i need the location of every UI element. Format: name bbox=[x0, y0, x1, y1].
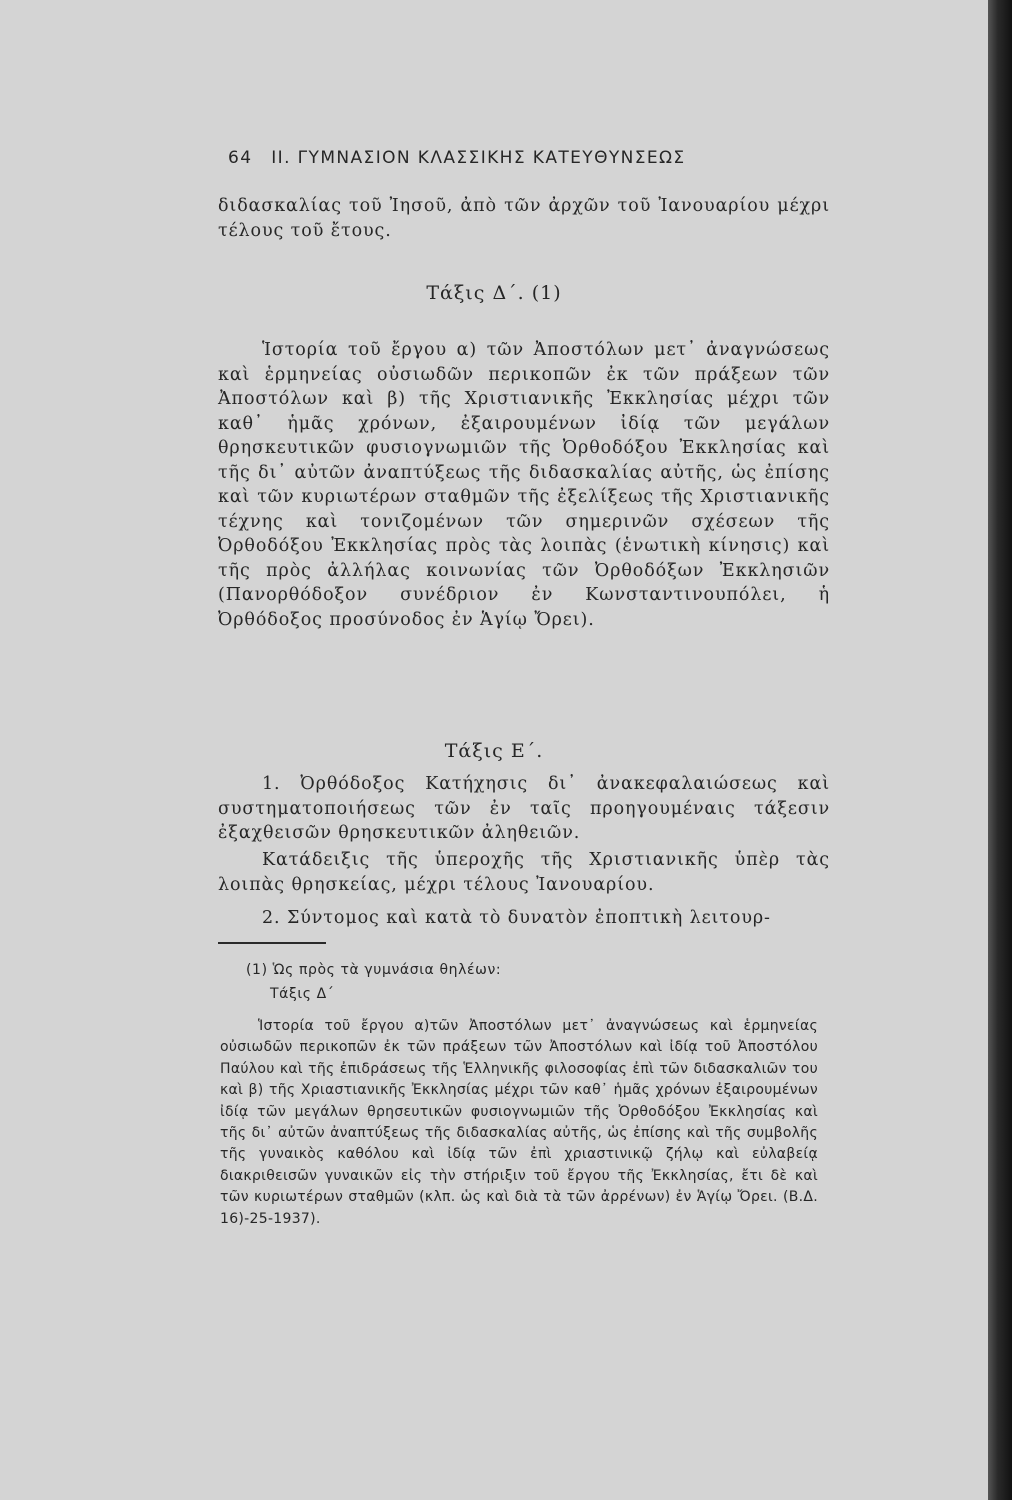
page-edge-shadow bbox=[988, 0, 1012, 1500]
running-title: ΙΙ. ΓΥΜΝΑΣΙΟΝ ΚΛΑΣΣΙΚΗΣ ΚΑΤΕΥΘΥΝΣΕΩΣ bbox=[271, 148, 686, 168]
footnote-rule bbox=[218, 942, 326, 944]
section-e-item-1b: Κατάδειξις τῆς ὑπεροχῆς τῆς Χριστιανικῆς ὑπὲρ τὰς λοιπὰς θρησκείας, μέχρι τέλους Ἰανουαρίου. bbox=[218, 850, 830, 895]
running-header bbox=[228, 148, 848, 168]
section-d-paragraph: Ἱστορία τοῦ ἔργου α) τῶν Ἀποστόλων μετ᾽ ἀναγνώσεως καὶ ἑρμηνείας οὐσιωδῶν περικοπῶν ἐκ τῶν πράξεων τῶν Ἀποστόλων καὶ β) τῆς Χριστιανικῆς Ἐκκλησίας μέχρι τῶν καθ᾽ ἡμᾶς χρόνων, ἐξαιρουμένων ἰδίᾳ τῶν μεγάλων θρησκευτικῶν φυσιογνωμιῶν τῆς Ὀρθοδόξου Ἐκκλησίας καὶ τῆς δι᾽ αὐτῶν ἀναπτύξεως τῆς διδασκαλίας αὐτῆς, ὡς ἐπίσης καὶ τῶν κυριωτέρων σταθμῶν τῆς ἐξελίξεως τῆς Χριστιανικῆς τέχνης καὶ τονιζομένων τῶν σημερινῶν σχέσεων τῆς Ὀρθοδόξου Ἐκκλησίας πρὸς τὰς λοιπὰς (ἑνωτικὴ κίνησις) καὶ τῆς πρὸς ἀλλήλας κοινωνίας τῶν Ὀρθοδόξων Ἐκκλησιῶν (Πανορθόδοξον συνέδριον ἐν Κωνσταντινουπόλει, ἡ Ὀρθόδοξος προσύνοδος ἐν Ἁγίῳ Ὄρει). bbox=[218, 340, 830, 630]
intro-paragraph: διδασκαλίας τοῦ Ἰησοῦ, ἀπὸ τῶν ἀρχῶν τοῦ Ἰανουαρίου μέχρι τέλους τοῦ ἔτους. bbox=[218, 196, 830, 241]
footnote-text: Ἱστορία τοῦ ἔργου α)τῶν Ἀποστόλων μετ᾽ ἀναγνώσεως καὶ ἑρμηνείας οὐσιωδῶν περικοπῶν ἐκ τῶν πράξεων τῶν Ἀποστόλων καὶ ἰδίᾳ τοῦ Ἀποστόλου Παύλου καὶ τῆς ἐπιδράσεως τῆς Ἑλληνικῆς φιλοσοφίας ἐπὶ τῶν διδασκαλιῶν του καὶ β) τῆς Χριαστιανικῆς Ἐκκλησίας μέχρι τῶν καθ᾽ ἡμᾶς χρόνων ἐξαιρουμένων ἰδίᾳ τῶν μεγάλων θρησευτικῶν φυσιογνωμιῶν τῆς Ὀρθοδόξου Ἐκκλησίας καὶ τῆς δι᾽ αὐτῶν ἀναπτύξεως τῆς διδασκαλίας αὐτῆς, ὡς ἐπίσης καὶ τῆς συμβολῆς τῆς γυναικὸς καθόλου καὶ ἰδίᾳ τῶν ἐπὶ χριαστινικῷ ζήλῳ καὶ εὐλαβείᾳ διακριθεισῶν γυναικῶν εἰς τὴν στήριξιν τοῦ ἔργου τῆς Ἐκκλησίας, ἔτι δὲ καὶ τῶν κυριωτέρων σταθμῶν (κλπ. ὡς καὶ διὰ τὰ τῶν ἀρρένων) ἐν Ἁγίῳ Ὄρει. (Β.Δ. 16)-25-1937). bbox=[220, 1018, 818, 1227]
section-e-item-1: 1. Ὀρθόδοξος Κατήχησις δι᾽ ἀνακεφαλαιώσεως καὶ συστηματοποιήσεως τῶν ἐν ταῖς προηγουμέναις τάξεσιν ἐξαχθεισῶν θρησκευτικῶν ἀληθειῶν. bbox=[218, 774, 830, 843]
section-e-heading: Τάξις Ε΄. bbox=[444, 740, 544, 762]
section-d-heading: Τάξις Δ΄. (1) bbox=[426, 282, 562, 304]
page-number: 64 bbox=[228, 148, 253, 168]
section-e-item-2: 2. Σύντομος καὶ κατὰ τὸ δυνατὸν ἐποπτικὴ λειτουρ- bbox=[262, 908, 771, 928]
footnote-intro: (1) Ὡς πρὸς τὰ γυμνάσια θηλέων: bbox=[246, 962, 502, 978]
footnote-heading: Τάξις Δ΄ bbox=[270, 986, 335, 1002]
